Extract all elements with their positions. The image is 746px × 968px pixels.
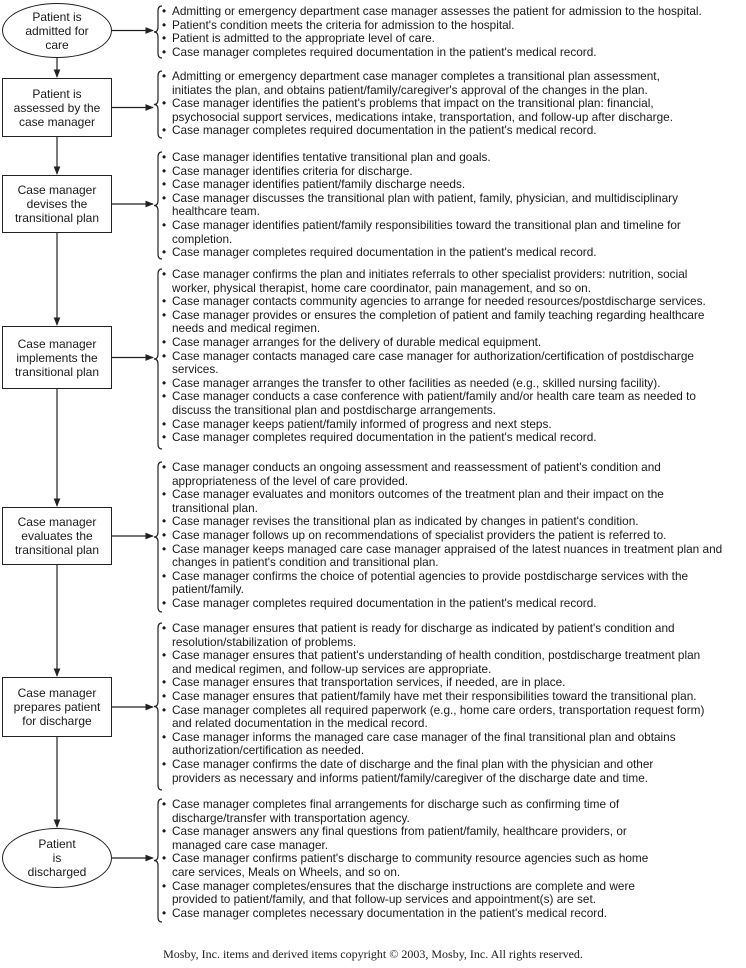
list-item: • Case manager informs the managed care case manager of the final transitional plan and obtains authorization/certification as needed. bbox=[162, 731, 704, 758]
step-detail-list-2 bbox=[162, 70, 673, 138]
list-item: • Case manager provides or ensures the completion of patient and family teaching regarding healthcare needs and medical regimen. bbox=[162, 309, 706, 336]
list-item: • Case manager confirms patient's discharge to community resource agencies such as home care services, Meals on Wheels, and so on. bbox=[162, 852, 648, 879]
step-detail-list-1 bbox=[162, 5, 702, 59]
brace-5 bbox=[154, 462, 162, 612]
list-item: • Case manager discusses the transitional plan with patient, family, physician, and multidisciplinary healthcare team. bbox=[162, 192, 681, 219]
list-item: • Case manager ensures that patient is ready for discharge as indicated by patient's condition and resolution/stabilization of problems. bbox=[162, 622, 704, 649]
step-node-2: Patient is assessed by the case manager bbox=[2, 78, 112, 137]
list-item: • Case manager evaluates and monitors outcomes of the treatment plan and their impact on the transitional plan. bbox=[162, 488, 722, 515]
list-item: • Case manager contacts community agencies to arrange for needed resources/postdischarge services. bbox=[162, 295, 706, 309]
step-detail-list-5 bbox=[162, 461, 722, 611]
list-item: • Case manager identifies patient/family discharge needs. bbox=[162, 178, 681, 192]
list-item: • Case manager identifies tentative transitional plan and goals. bbox=[162, 151, 681, 165]
list-item: • Case manager completes required documentation in the patient's medical record. bbox=[162, 124, 673, 138]
list-item: • Case manager ensures that patient/family have met their responsibilities toward the transitional plan. bbox=[162, 690, 704, 704]
list-item: • Case manager completes required documentation in the patient's medical record. bbox=[162, 597, 722, 611]
list-item: • Admitting or emergency department case manager completes a transitional plan assessment, initiates the plan, and obtains patient/family/caregiver's approval of the changes in the plan. bbox=[162, 70, 673, 97]
step-node-3: Case manager devises the transitional plan bbox=[2, 175, 112, 233]
list-item: • Patient is admitted to the appropriate level of care. bbox=[162, 32, 702, 46]
list-item: • Case manager completes required documentation in the patient's medical record. bbox=[162, 46, 702, 60]
list-item: • Case manager identifies the patient's problems that impact on the transitional plan: financial, psychosocial support services, medications intake, transportation, and follow-up after discharge. bbox=[162, 97, 673, 124]
list-item: • Case manager conducts a case conference with patient/family and/or health care team as needed to discuss the transitional plan and postdischarge arrangements. bbox=[162, 390, 706, 417]
list-item: • Case manager ensures that transportation services, if needed, are in place. bbox=[162, 676, 704, 690]
step-node-4: Case manager implements the transitional plan bbox=[2, 326, 112, 389]
step-node-6: Case manager prepares patient for discharge bbox=[2, 677, 112, 737]
list-item: • Case manager keeps managed care case manager appraised of the latest nuances in treatment plan and changes in patient's condition and transitional plan. bbox=[162, 543, 722, 570]
list-item: • Admitting or emergency department case manager assesses the patient for admission to the hospital. bbox=[162, 5, 702, 19]
list-item: • Case manager arranges for the delivery of durable medical equipment. bbox=[162, 336, 706, 350]
brace-6 bbox=[154, 623, 162, 790]
list-item: • Case manager identifies criteria for discharge. bbox=[162, 165, 681, 179]
list-item: • Case manager completes necessary documentation in the patient's medical record. bbox=[162, 907, 648, 921]
step-detail-list-3 bbox=[162, 151, 681, 260]
step-detail-list-4 bbox=[162, 268, 706, 445]
brace-3 bbox=[154, 152, 162, 259]
list-item: • Case manager conducts an ongoing assessment and reassessment of patient's condition and appropriateness of the level of care provided. bbox=[162, 461, 722, 488]
brace-7 bbox=[154, 799, 162, 922]
list-item: • Case manager completes required documentation in the patient's medical record. bbox=[162, 431, 706, 445]
list-item: • Case manager answers any final questions from patient/family, healthcare providers, or managed care case manager. bbox=[162, 825, 648, 852]
list-item: • Case manager completes required documentation in the patient's medical record. bbox=[162, 246, 681, 260]
list-item: • Case manager follows up on recommendations of specialist providers the patient is referred to. bbox=[162, 529, 722, 543]
step-node-5: Case manager evaluates the transitional plan bbox=[2, 507, 112, 565]
list-item: • Case manager completes all required paperwork (e.g., home care orders, transportation request form) and related documentation in the medical record. bbox=[162, 704, 704, 731]
step-node-1: Patient is admitted for care bbox=[2, 3, 112, 58]
list-item: • Case manager completes/ensures that the discharge instructions are complete and were provided to patient/family, and that follow-up services and appointment(s) are set. bbox=[162, 880, 648, 907]
list-item: • Case manager confirms the choice of potential agencies to provide postdischarge services with the patient/family. bbox=[162, 570, 722, 597]
list-item: • Case manager ensures that patient's understanding of health condition, postdischarge treatment plan and medical regimen, and follow-up services are appropriate. bbox=[162, 649, 704, 676]
copyright-footer: Mosby, Inc. items and derived items copyright © 2003, Mosby, Inc. All rights reserved. bbox=[163, 947, 583, 961]
step-detail-list-6 bbox=[162, 622, 704, 785]
brace-1 bbox=[154, 6, 162, 58]
list-item: • Case manager contacts managed care case manager for authorization/certification of postdischarge services. bbox=[162, 350, 706, 377]
list-item: • Case manager completes final arrangements for discharge such as confirming time of discharge/transfer with transportation agency. bbox=[162, 798, 648, 825]
brace-2 bbox=[154, 71, 162, 138]
list-item: • Case manager confirms the date of discharge and the final plan with the physician and other providers as necessary and informs patient/family/caregiver of the discharge date and time. bbox=[162, 758, 704, 785]
list-item: • Case manager revises the transitional plan as indicated by changes in patient's condition. bbox=[162, 515, 722, 529]
list-item: • Case manager keeps patient/family informed of progress and next steps. bbox=[162, 418, 706, 432]
step-detail-list-7 bbox=[162, 798, 648, 920]
list-item: • Patient's condition meets the criteria for admission to the hospital. bbox=[162, 19, 702, 33]
list-item: • Case manager identifies patient/family responsibilities toward the transitional plan and timeline for completion. bbox=[162, 219, 681, 246]
list-item: • Case manager arranges the transfer to other facilities as needed (e.g., skilled nursing facility). bbox=[162, 377, 706, 391]
step-node-7: Patient is discharged bbox=[2, 828, 112, 888]
list-item: • Case manager confirms the plan and initiates referrals to other specialist providers: nutrition, social worker, physical therapist, home care coordinator, pain management, and so on. bbox=[162, 268, 706, 295]
brace-4 bbox=[154, 269, 162, 449]
